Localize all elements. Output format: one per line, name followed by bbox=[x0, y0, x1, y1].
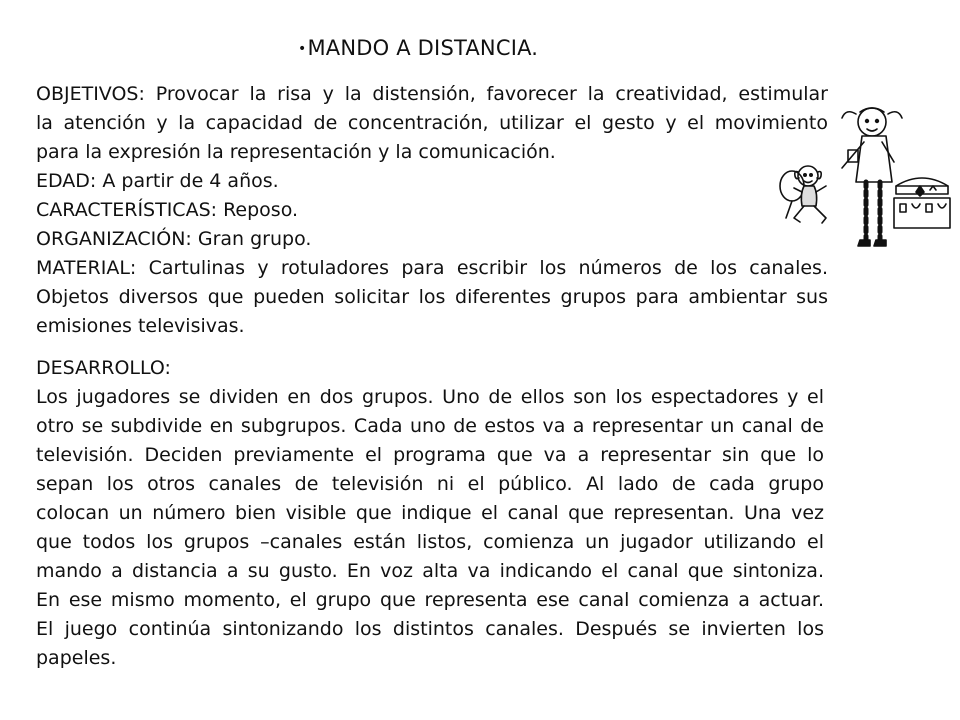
material-line-1: MATERIAL: Cartulinas y rotuladores para escribir los números de los canales. bbox=[36, 257, 828, 279]
title-text: MANDO A DISTANCIA. bbox=[307, 36, 539, 60]
objetivos-line-2: la atención y la capacidad de concentración, utilizar el gesto y el movimiento bbox=[36, 112, 828, 134]
caracteristicas-line: CARACTERÍSTICAS: Reposo. bbox=[36, 199, 299, 221]
page-title bbox=[298, 36, 538, 60]
desarrollo-line-1: Los jugadores se dividen en dos grupos. Uno de ellos son los espectadores y el bbox=[36, 386, 824, 408]
children-illustration-icon bbox=[764, 100, 960, 270]
desarrollo-line-3: televisión. Deciden previamente el programa que va a representar sin que lo bbox=[36, 444, 824, 466]
desarrollo-section bbox=[36, 354, 824, 673]
objetivos-line-1: OBJETIVOS: Provocar la risa y la distensión, favorecer la creatividad, estimular bbox=[36, 83, 828, 105]
title-bullet: • bbox=[298, 41, 307, 57]
activity-info bbox=[36, 80, 828, 341]
material-line-2: Objetos diversos que pueden solicitar los diferentes grupos para ambientar sus bbox=[36, 286, 828, 308]
objetivos-line-3: para la expresión la representación y la comunicación. bbox=[36, 141, 556, 163]
desarrollo-line-2: otro se subdivide en subgrupos. Cada uno de estos va a representar un canal de bbox=[36, 415, 824, 437]
desarrollo-line-8: En ese mismo momento, el grupo que representa ese canal comienza a actuar. bbox=[36, 589, 824, 611]
desarrollo-line-5: colocan un número bien visible que indique el canal que representan. Una vez bbox=[36, 502, 824, 524]
material-line-3: emisiones televisivas. bbox=[36, 315, 245, 337]
desarrollo-heading: DESARROLLO: bbox=[36, 357, 171, 379]
desarrollo-line-4: sepan los otros canales de televisión ni el público. Al lado de cada grupo bbox=[36, 473, 824, 495]
desarrollo-line-7: mando a distancia a su gusto. En voz alta va indicando el canal que sintoniza. bbox=[36, 560, 824, 582]
desarrollo-line-6: que todos los grupos –canales están listos, comienza un jugador utilizando el bbox=[36, 531, 824, 553]
edad-line: EDAD: A partir de 4 años. bbox=[36, 170, 279, 192]
desarrollo-line-9: El juego continúa sintonizando los distintos canales. Después se invierten los bbox=[36, 618, 824, 640]
desarrollo-line-10: papeles. bbox=[36, 647, 117, 669]
organizacion-line: ORGANIZACIÓN: Gran grupo. bbox=[36, 228, 312, 250]
